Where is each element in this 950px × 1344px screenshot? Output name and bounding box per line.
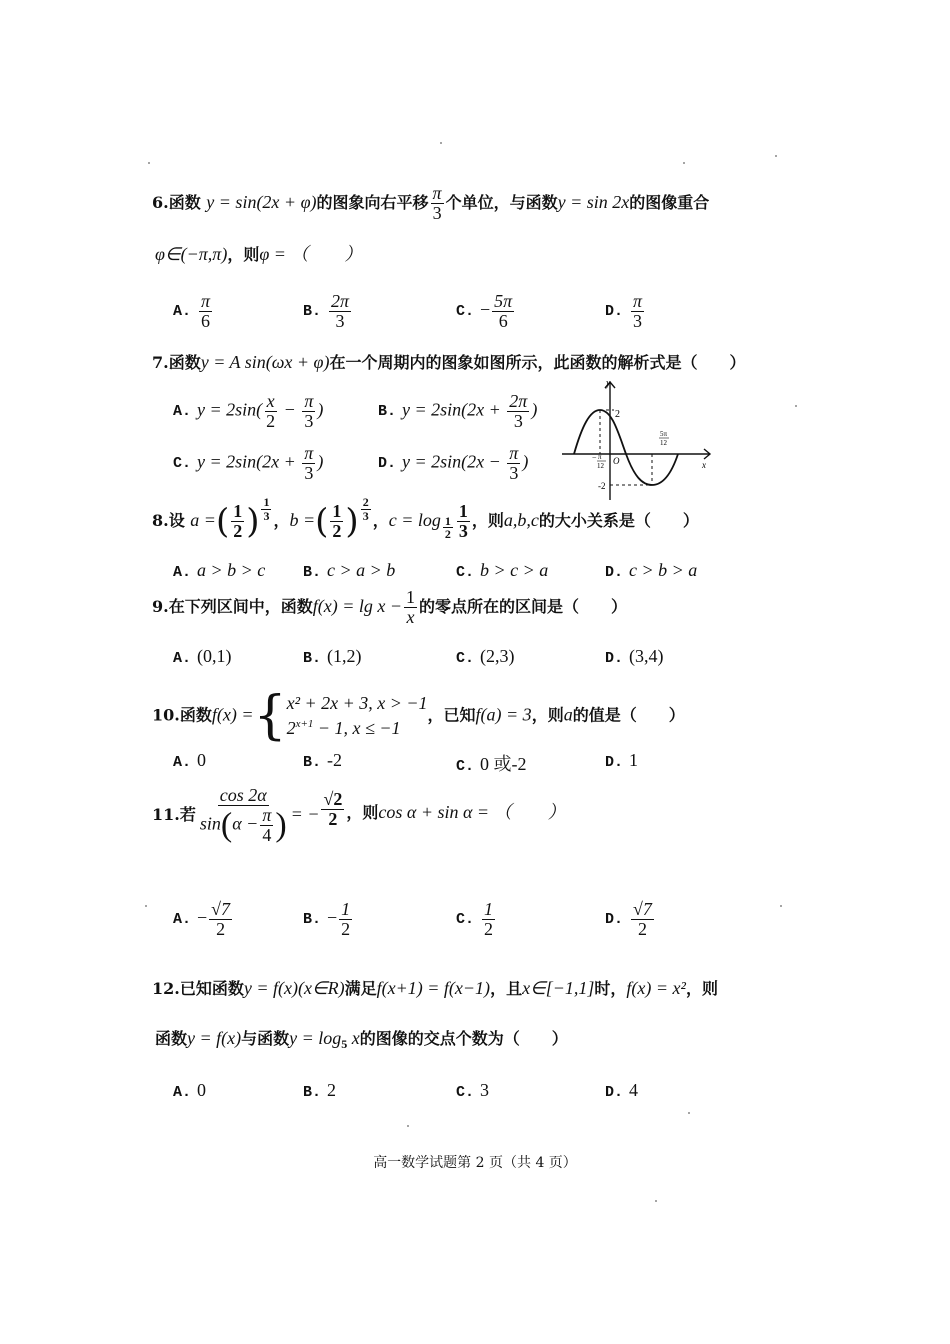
q12-text: 已知函数 [179,979,244,998]
q10-option-b [303,750,342,771]
q8-b: b = [289,509,316,530]
option-fraction [507,444,520,483]
q12-line1 [152,976,718,999]
q9-option-a [173,646,232,667]
q7-number: 7. [152,353,169,372]
q10-options [173,750,733,774]
option-label: D. [605,1084,624,1101]
right-tick-num: 5π [660,430,668,438]
option-label: A. [173,1084,192,1101]
q10-text: 函数 [179,705,212,725]
q12-def: f(x) = x² [626,978,686,998]
q12-text: ，且 [490,979,523,998]
q10-line1 [152,686,685,746]
frac-num: π [304,443,314,463]
q10-case2-exp: x+1 [295,718,314,730]
q12-text: 的图像的交点个数为（ ） [359,1029,568,1048]
frac-den: 2 [484,918,494,939]
frac-num: π [633,291,643,311]
option-sign: − [197,907,208,928]
option-fraction [199,292,212,331]
option-label: B. [303,911,322,929]
option-label: B. [303,303,322,321]
q12-text: 函数 [155,1029,188,1048]
paren-close: ) [246,501,260,542]
q11-option-b [303,900,354,939]
q7-function: y = A sin(ωx + φ) [200,352,330,372]
paren-open: ( [220,806,233,844]
speck [795,405,797,407]
q11-inner-frac [260,806,273,845]
speck [148,162,150,164]
speck [688,1112,690,1114]
q9-text: 的零点所在的区间是（ ） [418,596,627,616]
q6-line1 [152,184,709,223]
frac-den: 3 [362,508,369,523]
q10-text: ，已知 [427,705,476,725]
q9-text: 在下列区间中，函数 [168,596,313,616]
q6-options [173,292,733,342]
q12-f2-rest: x [347,1028,360,1048]
q12-option-d [605,1080,638,1101]
q7-option-a [173,392,323,431]
q11-line1 [152,786,566,845]
option-post: ) [531,399,538,420]
q10-number: 10. [152,705,180,725]
option-pre: y = 2sin(2x + [402,399,506,420]
option-label: B. [303,564,322,581]
q11-ask: cos α + sin α = （ ） [378,802,566,822]
left-tick-sign: − [592,453,597,462]
q6-option-a [173,292,214,331]
frac-den: 4 [262,824,272,845]
q8-option-b [303,560,395,581]
option-text: (0,1) [197,646,232,666]
option-label: C. [456,303,475,321]
speck [775,155,777,157]
q8-a-frac [231,502,244,541]
frac-den: 2 [341,918,351,939]
left-tick-den: 12 [597,462,604,470]
frac-num: 2 [362,495,369,509]
option-post: ) [317,399,324,420]
option-label: A. [173,754,192,771]
option-fraction [339,900,352,939]
option-fraction [302,392,315,431]
q9-options [173,646,733,670]
q11-option-d [605,900,656,939]
q10-option-d [605,750,638,771]
q10-cases [287,691,428,741]
q6-ask: φ = （ ） [259,244,363,264]
frac-num: √7 [211,899,231,919]
frac-num: cos 2α [219,785,267,805]
q6-function: y = sin(2x + φ) [206,191,317,212]
q12-f2: y = log [289,1028,342,1048]
frac-num: 1 [458,501,468,521]
option-label: B. [378,403,397,421]
frac-den: 2 [216,918,226,939]
frac-num: 2π [509,391,528,411]
option-mid: − [279,399,301,420]
option-label: C. [456,564,475,581]
option-text: c > b > a [629,560,698,580]
y-label: y [606,378,611,389]
frac-num: 2π [331,291,350,311]
q6-number: 6. [152,192,169,212]
paren-close: ) [345,501,359,542]
option-text: (1,2) [327,646,362,666]
q12-function: y = f(x)(x∈R) [243,978,345,998]
q12-option-a [173,1080,206,1101]
q9-line1 [152,588,627,627]
q6-option-d [605,292,646,331]
option-fraction [492,292,514,331]
speck [655,1200,657,1202]
q9-frac [404,588,417,627]
frac-den: 2 [637,918,647,939]
frac-den: 3 [633,310,643,331]
q8-b-exp [361,496,371,522]
frac-num: 1 [405,587,415,607]
frac-den: 3 [513,410,523,431]
q8-option-d [605,560,697,581]
q11-number: 11. [152,804,180,824]
speck [440,142,442,144]
q8-a-exp [261,496,271,522]
right-tick-den: 12 [660,439,667,447]
frac-den: 3 [509,462,519,483]
option-pre: y = 2sin( [197,399,263,420]
option-label: B. [303,754,322,771]
q10-case1: x² + 2x + 3, x > −1 [286,692,428,713]
q8-c-arg [457,502,470,541]
q12-text: 满足 [344,979,377,998]
frac-den: 3 [263,508,270,523]
option-label: A. [173,911,192,929]
option-label: D. [605,650,624,667]
frac-num: 5π [494,291,513,311]
option-sign: − [480,299,491,320]
q12-line2 [155,1026,568,1052]
option-label: D. [605,564,624,581]
left-tick-num: π [598,453,602,461]
q10-case2-rest: − 1, x ≤ −1 [313,718,401,738]
option-sign: − [327,907,338,928]
option-fraction [631,292,644,331]
frac-den: 2 [266,410,276,431]
frac-num: x [266,391,275,411]
option-label: B. [303,650,322,667]
option-pre: y = 2sin(2x − [402,451,506,472]
q8-option-c [456,560,548,581]
q6-line2 [155,240,362,266]
option-text: 0 [197,1080,207,1100]
frac-den: 2 [332,520,342,541]
option-fraction [482,900,495,939]
q11-text: 若 [179,804,196,824]
q8-b-frac [330,502,343,541]
q12-option-b [303,1080,336,1101]
option-text: 0 [197,750,207,770]
q9-option-d [605,646,664,667]
option-text: -2 [327,750,343,770]
q12-f2-base: 5 [341,1037,348,1052]
q11-text: ，则 [346,803,379,822]
option-text: (3,4) [629,646,664,666]
q7-sine-graph [560,372,720,502]
option-fraction [209,900,232,939]
comma: ， [273,510,290,530]
option-label: C. [456,1084,475,1101]
q10-case2 [287,716,428,741]
q6-text: ，则 [227,245,260,264]
option-label: B. [303,1084,322,1101]
q11-option-a [173,900,234,939]
option-label: D. [605,303,624,321]
option-text: (2,3) [480,646,515,666]
q7-text: 在一个周期内的图象如图所示，此函数的解析式是（ ） [329,353,746,372]
q8-c-base [443,515,453,541]
frac-den: 3 [458,520,468,541]
q11-main-frac [198,786,289,845]
frac-num: π [304,391,314,411]
q12-f1: y = f(x) [187,1028,242,1048]
option-text: 0 或-2 [480,754,527,774]
option-label: A. [173,650,192,667]
option-label: C. [456,650,475,667]
q10-option-c [456,750,527,776]
q9-number: 9. [152,596,169,616]
q8-options [173,560,733,584]
max-label: 2 [615,409,620,420]
option-label: C. [173,455,192,473]
q7-line1 [152,350,746,373]
q11-inner: α − [232,813,259,834]
speck [683,162,685,164]
q11-sin: sin [199,813,221,834]
option-text: b > c > a [480,560,549,580]
frac-den: 2 [233,520,243,541]
option-label: A. [173,303,192,321]
frac-num: π [201,291,211,311]
q11-options [173,900,733,954]
q8-text: 的大小关系是（ ） [538,510,699,530]
option-label: A. [173,564,192,581]
comma: ， [372,510,389,530]
q7-option-c [173,444,323,483]
paren-open: ( [315,501,329,542]
min-label: -2 [598,481,606,491]
q10-brace: { [253,686,287,746]
q10-case2-base: 2 [286,718,296,738]
q12-text: 时， [594,979,627,998]
q9-option-b [303,646,362,667]
q9-option-c [456,646,515,667]
q12-option-c [456,1080,489,1101]
frac-den: 3 [304,462,314,483]
option-label: C. [456,911,475,929]
frac-num: √7 [633,899,652,919]
option-text: 1 [629,750,639,770]
frac-den: 2 [328,808,338,829]
q6-option-b [303,292,353,331]
q10-text: ，则 [531,705,564,725]
frac-den: 3 [432,202,442,223]
q7-option-b [378,392,537,431]
sine-curve [574,410,678,485]
q12-text: ，则 [685,979,718,998]
q12-cond: f(x+1) = f(x−1) [376,978,491,998]
frac-num: π [262,804,272,825]
q8-option-a [173,560,265,581]
q8-text: 设 [168,510,185,530]
option-pre: y = 2sin(2x + [197,451,301,472]
q11-option-c [456,900,497,939]
q8-number: 8. [152,510,169,530]
q10-option-a [173,750,206,771]
q8-text: ，则 [471,510,504,530]
q12-text: 与函数 [241,1029,290,1048]
q8-line1 [152,495,699,542]
q12-number: 12. [152,979,180,998]
frac-den: 3 [335,310,345,331]
option-label: D. [378,455,397,473]
frac-den: x [406,606,415,627]
option-fraction [302,444,315,483]
frac-num: 1 [263,495,270,509]
paren-open: ( [215,501,230,542]
option-post: ) [522,451,529,472]
option-text: a > b > c [197,560,266,580]
frac-num: 1 [341,899,351,919]
q7-text: 函数 [168,353,201,372]
option-text: 2 [327,1080,337,1100]
q8-a: a = [190,509,216,530]
option-text: 4 [629,1080,639,1100]
option-fraction [507,392,529,431]
q7-option-d [378,444,528,483]
q9-function: f(x) = lg x − [312,595,402,616]
option-label: D. [605,754,624,771]
q6-text: 的图象向右平移 [316,192,429,212]
q6-function2: y = sin 2x [557,191,630,212]
frac-num: π [509,443,519,463]
frac-num: 1 [444,513,451,528]
frac-den: 6 [201,310,211,331]
speck [145,905,147,907]
frac-num: 1 [233,501,243,521]
x-label: x [702,460,706,470]
option-fraction [631,900,654,939]
option-label: C. [456,758,475,775]
frac-num: 1 [484,899,494,919]
page-footer: 高一数学试题第 2 页（共 4 页） [373,1155,577,1171]
frac-num: √2 [323,789,343,809]
q8-vars: a,b,c [503,509,539,530]
option-text: 3 [480,1080,490,1100]
origin-label: O [613,456,620,466]
q10-cond: f(a) = 3 [475,704,532,725]
q8-c: c = log [388,509,441,530]
frac-den: 2 [444,527,451,542]
q6-text: 函数 [168,192,201,212]
q10-var: a [563,704,573,725]
frac-den: 3 [304,410,314,431]
speck [780,905,782,907]
paren-close: ) [275,806,287,844]
option-fraction [329,292,351,331]
frac-den [198,806,289,845]
frac-num: 1 [332,501,342,521]
frac-num: π [432,183,442,203]
frac-den: 6 [498,310,508,331]
q11-rhs-frac [321,790,344,829]
q6-shift-fraction [431,184,444,223]
option-label: D. [605,911,624,929]
option-label: A. [173,403,192,421]
q11-rhs: = − [290,803,320,824]
option-fraction [264,392,277,431]
option-text: c > a > b [327,560,396,580]
q12-options [173,1080,733,1104]
option-post: ) [317,451,324,472]
q12-range: x∈[−1,1] [522,978,595,998]
speck [407,1125,409,1127]
q6-domain: φ∈(−π,π) [155,244,228,264]
q10-function: f(x) = [211,704,254,725]
q6-text: 的图像重合 [629,192,710,212]
q6-option-c [456,292,516,331]
q7-options [173,392,563,492]
q10-text: 的值是（ ） [572,705,685,725]
q6-text: 个单位，与函数 [445,192,558,212]
